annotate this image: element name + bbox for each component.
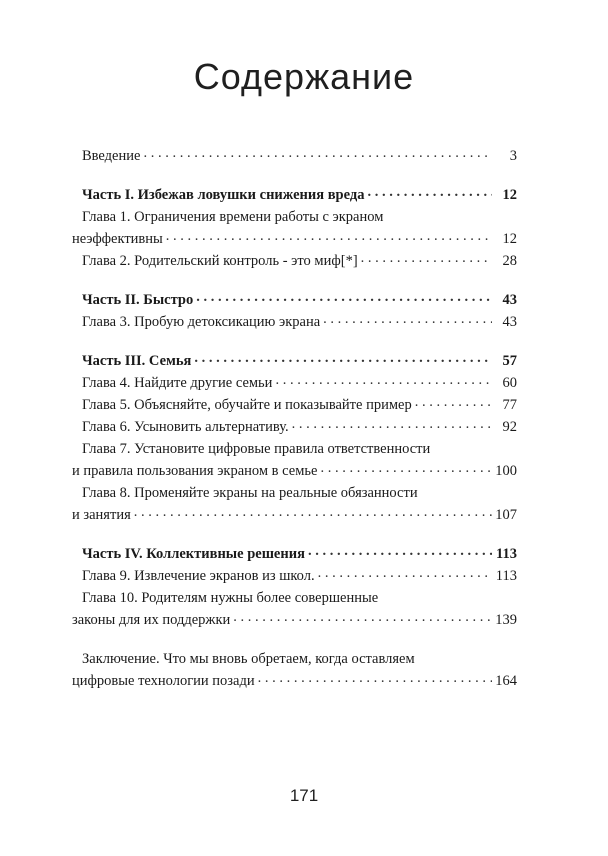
dot-leader xyxy=(320,457,492,479)
toc-entry-text: Глава 8. Променяйте экраны на реальные обязанности xyxy=(82,485,418,501)
dot-leader xyxy=(166,225,492,247)
toc-entry-text: Глава 5. Объясняйте, обучайте и показывайте пример xyxy=(82,397,412,413)
toc-entry-chapter-8[interactable] xyxy=(72,482,517,526)
toc-entry-text: Введение xyxy=(82,148,141,164)
toc-entry-chapter-6[interactable] xyxy=(72,416,517,438)
dot-leader xyxy=(318,562,492,584)
toc-entry-text: Часть III. Семья xyxy=(82,353,192,369)
toc-page-number: 107 xyxy=(495,507,517,523)
dot-leader xyxy=(415,391,492,413)
toc-entry-text-continued: и правила пользования экраном в семье xyxy=(72,463,318,479)
toc-entry-chapter-7[interactable] xyxy=(72,438,517,482)
dot-leader xyxy=(292,413,492,435)
page-title: Содержание xyxy=(193,56,415,97)
toc-entry-text: Глава 6. Усыновить альтернативу. xyxy=(82,419,289,435)
toc-entry-text: Часть IV. Коллективные решения xyxy=(82,546,305,562)
dot-leader xyxy=(258,667,492,689)
toc-entry-text: Часть I. Избежав ловушки снижения вреда xyxy=(82,187,365,203)
toc-page-number: 43 xyxy=(502,292,517,308)
dot-leader xyxy=(367,181,492,203)
toc-page-number: 12 xyxy=(502,231,517,247)
dot-leader xyxy=(323,308,492,330)
toc-entry-text: Глава 10. Родителям нужны более совершенные xyxy=(82,590,379,606)
dot-leader xyxy=(134,501,492,523)
toc-entry-conclusion[interactable] xyxy=(72,648,517,692)
toc-entry-text: Глава 9. Извлечение экранов из школ. xyxy=(82,568,315,584)
toc-entry-text-continued: неэффективны xyxy=(72,231,163,247)
toc-entry-chapter-10[interactable] xyxy=(72,587,517,631)
toc-entry-text: Заключение. Что мы вновь обретаем, когда оставляем xyxy=(82,651,415,667)
toc-page-number: 113 xyxy=(495,568,517,584)
dot-leader xyxy=(275,369,492,391)
toc-entry-chapter-1[interactable] xyxy=(72,206,517,250)
toc-page-number: 92 xyxy=(502,419,517,435)
toc-entry-part-1[interactable] xyxy=(72,184,517,206)
dot-leader xyxy=(361,247,492,269)
dot-leader xyxy=(143,142,492,164)
toc-page-number: 164 xyxy=(495,673,517,689)
dot-leader xyxy=(196,286,492,308)
toc-page-number: 3 xyxy=(509,148,517,164)
toc-page-number: 60 xyxy=(502,375,517,391)
toc-entry-text: Глава 4. Найдите другие семьи xyxy=(82,375,273,391)
toc-entry-text: Глава 2. Родительский контроль - это миф[*] xyxy=(82,253,358,269)
toc-page-number: 12 xyxy=(502,187,517,203)
toc-page-number: 57 xyxy=(502,353,517,369)
toc-entry-text: Глава 1. Ограничения времени работы с экраном xyxy=(82,209,384,225)
table-of-contents xyxy=(72,145,517,692)
toc-entry-introduction[interactable] xyxy=(72,145,517,167)
page-number: 171 xyxy=(289,786,319,805)
toc-entry-chapter-3[interactable] xyxy=(72,311,517,333)
toc-page-number: 113 xyxy=(496,546,517,562)
toc-entry-text: Глава 7. Установите цифровые правила ответственности xyxy=(82,441,431,457)
toc-page-number: 139 xyxy=(495,612,517,628)
dot-leader xyxy=(233,606,492,628)
toc-entry-text: Часть II. Быстро xyxy=(82,292,194,308)
toc-entry-text: Глава 3. Пробую детоксикацию экрана xyxy=(82,314,321,330)
toc-page-number: 77 xyxy=(502,397,517,413)
toc-page-number: 28 xyxy=(502,253,517,269)
toc-entry-chapter-9[interactable] xyxy=(72,565,517,587)
toc-entry-text-continued: цифровые технологии позади xyxy=(72,673,255,689)
toc-entry-chapter-2[interactable] xyxy=(72,250,517,272)
toc-page-number: 100 xyxy=(495,463,517,479)
toc-entry-text-continued: законы для их поддержки xyxy=(72,612,231,628)
toc-page-number: 43 xyxy=(502,314,517,330)
dot-leader xyxy=(308,540,492,562)
toc-entry-text-continued: и занятия xyxy=(72,507,131,523)
dot-leader xyxy=(194,347,492,369)
